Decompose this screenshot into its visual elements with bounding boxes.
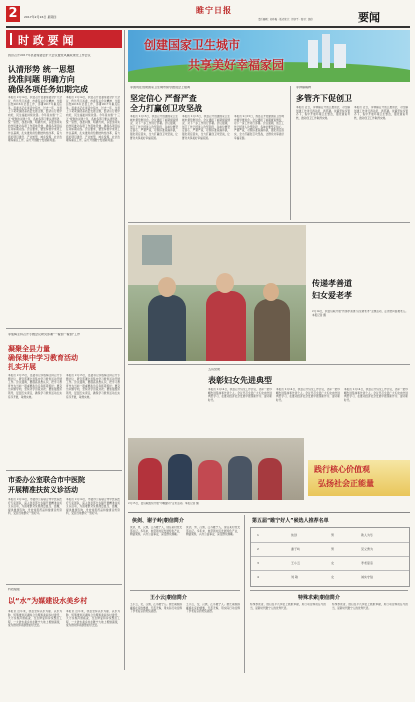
rt-story1-headline-2: 全力打赢创卫攻坚战 bbox=[130, 104, 202, 113]
paper-name: 睢宁日报 bbox=[196, 5, 232, 15]
bl-body-a: 侠剑，男，汉族，江苏睢宁人，现任某村党支部书记。多年来，他带领村民发展特色产业，修路架桥，兴办公益事业，深受群众拥戴。 bbox=[130, 526, 182, 537]
divider bbox=[250, 590, 408, 591]
table-cell: 男 bbox=[331, 533, 335, 537]
table-cell: 诚实守信 bbox=[361, 575, 374, 579]
rt-story1-body-col2: 本报讯 2月15日，我县召开创建国家卫生城市督导推进会。会议通报了前期督查情况，对下一步工作进行部署。会议强调，创卫工作已经进入攻坚阶段，各单位要坚定信心、严督严查，对照标准查漏补缺，强化责任落实，全力打赢创卫攻坚战，让群众共享美好幸福家园。 bbox=[182, 115, 230, 140]
story3-body: 本报讯 2月14日，市委办公室联合市中医院医疗专家团队，深入我县部分乡镇开展精准扶贫义诊活动，为困难群众免费测量血压、血糖，提供健康咨询，发放常用药品和健康宣传资料，受到当地群众一致好评。 bbox=[8, 498, 62, 516]
table-row bbox=[251, 570, 409, 584]
second-photo-caption: 2月15日，县妇联组织开展“巾帼建功”走访活动。本报记者 摄 bbox=[128, 502, 199, 505]
rt-story3-body-col3: 本报讯 2月14日，我县召开妇女工作会议，表彰一批巾帼先进集体和先进个人。会议号召全县广大妇女向先进典型学习，在推动经济社会发展中展现新作为、建功新时代。 bbox=[344, 388, 408, 402]
right-line: 责任编辑：刘冬梅 · 版式设计：钟剑平 · 校对：钱珍 bbox=[258, 18, 313, 21]
story4-body: 本报讯 近年来，我县坚持以水为媒、以水为脉，统筹推进河湖综合治理和美丽乡村建设，大力实施河道疏浚、生态修复和岸线整治工程，一大批水美乡村在睢宁大地上相继涌现，成为群众休闲游憩的好去处。 bbox=[8, 610, 62, 628]
table-row bbox=[251, 542, 409, 557]
story4-body-col2: 本报讯 近年来，我县坚持以水为媒、以水为脉，统筹推进河湖综合治理和美丽乡村建设，大力实施河道疏浚、生态修复和岸线整治工程，一大批水美乡村在睢宁大地上相继涌现，成为群众休闲游憩的好去处。 bbox=[66, 610, 120, 628]
banner-building bbox=[322, 34, 330, 68]
table-cell: 谢子岭 bbox=[291, 547, 301, 551]
rt-story2-headline: 多管齐下促创卫 bbox=[296, 94, 352, 103]
section-divider bbox=[128, 512, 410, 513]
page-header bbox=[6, 4, 410, 26]
story4-kicker: 科技赋能 bbox=[8, 588, 21, 591]
table-cell: 见义勇为 bbox=[361, 547, 374, 551]
person-figure bbox=[258, 458, 282, 500]
section-divider bbox=[128, 364, 410, 365]
section-divider bbox=[128, 222, 410, 223]
column-divider bbox=[290, 86, 291, 220]
person-figure bbox=[263, 283, 279, 301]
table-row bbox=[251, 556, 409, 571]
table-cell: 女 bbox=[331, 561, 335, 565]
divider bbox=[6, 584, 122, 585]
second-photo bbox=[128, 438, 304, 500]
health-city-banner bbox=[128, 30, 410, 82]
br-body-b-col2: 特殊求索者，他们在平凡岗位上默默奉献，用行动诠释责任与担当，是新时代睢宁人的优秀代表。 bbox=[332, 603, 408, 610]
column-divider bbox=[244, 515, 245, 673]
bl-body-b-col2: 王小云，女，汉族，江苏睢宁人。她长期照顾瘫痪在床的婆婆，无怨无悔，用实际行动诠释了孝老爱亲的传统美德。 bbox=[186, 603, 240, 614]
bl-body-a-col2: 侠剑，男，汉族，江苏睢宁人，现任某村党支部书记。多年来，他带领村民发展特色产业，修路架桥，兴办公益事业，深受群众拥戴。 bbox=[186, 526, 240, 537]
person-figure bbox=[254, 299, 290, 361]
photo-feature-caption: 2月14日，我县妇联开展“传递孝善道 妇女敬老孝”主题活动，走访慰问困难老人。本报记者 摄 bbox=[312, 310, 408, 317]
banner-line2: 共享美好幸福家园 bbox=[188, 58, 285, 72]
table-cell: 1 bbox=[257, 533, 259, 537]
story1-headline-2: 找准问题 明确方向 bbox=[8, 75, 75, 84]
candidate-table bbox=[250, 527, 410, 587]
rt-story3-headline: 表彰妇女先进典型 bbox=[208, 376, 272, 385]
table-cell: 2 bbox=[257, 547, 259, 551]
banner2-line2: 弘扬社会正能量 bbox=[318, 479, 374, 488]
person-figure bbox=[216, 273, 234, 293]
banner-bar bbox=[10, 33, 12, 45]
politics-banner bbox=[6, 30, 122, 48]
column-divider bbox=[124, 30, 125, 670]
divider bbox=[6, 328, 122, 329]
rt-story2-body-col2: 本报讯 近日，李钟镇召开创卫推进会，对全镇创建工作进行再动员、再部署。该镇坚持多管齐下，集中开展环境卫生整治，强化督查考核，推动创卫工作取得实效。 bbox=[354, 106, 408, 120]
section-right: 要闻 bbox=[358, 11, 380, 24]
rt-story3-body-col2: 本报讯 2月14日，我县召开妇女工作会议，表彰一批巾帼先进集体和先进个人。会议号召全县广大妇女向先进典型学习，在推动经济社会发展中展现新作为、建功新时代。 bbox=[276, 388, 340, 402]
rt-story1-headline-1: 坚定信心 严督严查 bbox=[130, 94, 197, 103]
rt-story1-body: 本报讯 2月15日，我县召开创建国家卫生城市督导推进会。会议通报了前期督查情况，对下一步工作进行部署。会议强调，创卫工作已经进入攻坚阶段，各单位要坚定信心、严督严查，对照标准查漏补缺，强化责任落实，全力打赢创卫攻坚战，让群众共享美好幸福家园。 bbox=[130, 115, 178, 140]
bl-body-b: 王小云，女，汉族，江苏睢宁人。她长期照顾瘫痪在床的婆婆，无怨无悔，用实际行动诠释了孝老爱亲的传统美德。 bbox=[130, 603, 182, 614]
person-figure bbox=[138, 458, 162, 500]
bl-headline-a: 侠剑、谢子岭|朝信简介 bbox=[132, 518, 184, 524]
story1-body: 本报讯 2月14日，我县召开县委常委会扩大会议，传达学习省委、市委有关会议精神，全面总结2016年全县工作，部署2017年重点任务。县委书记在讲话中指出，过去一年，全县上下紧紧围绕高质量发展主题，经济运行稳中向好，民生福祉持续改善。今年是实施“十三五”规划的关键之年，各地各部门要认清形势、统一思想，找准问题、明确方向，以更加务实的作风推动各项工作落地见效，确保各项目标任务如期完成。会议要求，要坚持稳中求进工作总基调，扎实推进供给侧结构性改革，着力抓好项目建设、产业转型、城乡统筹、社会治理等重点工作，奋力开创睢宁发展新局面。 bbox=[8, 96, 62, 143]
person-figure bbox=[228, 456, 252, 500]
values-banner bbox=[308, 460, 410, 496]
story2-headline-3: 扎实开展 bbox=[8, 363, 36, 371]
photo-feature-headline-2: 妇女爱老孝 bbox=[312, 291, 352, 300]
divider bbox=[6, 470, 122, 471]
header-rule bbox=[6, 26, 410, 28]
rt-story3-body: 本报讯 2月14日，我县召开妇女工作会议，表彰一批巾帼先进集体和先进个人。会议号召全县广大妇女向先进典型学习，在推动经济社会发展中展现新作为、建功新时代。 bbox=[208, 388, 272, 402]
page-number-box bbox=[6, 6, 20, 22]
rt-story1-kicker: 李国利在创建国家卫生城市督导推进会上强调 bbox=[130, 86, 191, 89]
br-headline-a: 第五届“睢宁好人”候选人推荐名单 bbox=[252, 518, 329, 524]
table-row bbox=[251, 528, 409, 543]
story3-body-col2: 本报讯 2月14日，市委办公室联合市中医院医疗专家团队，深入我县部分乡镇开展精准扶贫义诊活动，为困难群众免费测量血压、血糖，提供健康咨询，发放常用药品和健康宣传资料，受到当地群众一致好评。 bbox=[66, 498, 120, 516]
divider bbox=[130, 590, 240, 591]
rt-story1-body-col3: 本报讯 2月15日，我县召开创建国家卫生城市督导推进会。会议通报了前期督查情况，对下一步工作进行部署。会议强调，创卫工作已经进入攻坚阶段，各单位要坚定信心、严督严查，对照标准查漏补缺，强化责任落实，全力打赢创卫攻坚战，让群众共享美好幸福家园。 bbox=[234, 115, 284, 140]
person-figure bbox=[168, 454, 192, 500]
story2-headline-1: 凝聚全县力量 bbox=[8, 345, 50, 353]
rt-story2-body: 本报讯 近日，李钟镇召开创卫推进会，对全镇创建工作进行再动员、再部署。该镇坚持多管齐下，集中开展环境卫生整治，强化督查考核，推动创卫工作取得实效。 bbox=[296, 106, 350, 120]
photo-window bbox=[142, 235, 172, 265]
story3-headline-2: 开展精准扶贫义诊活动 bbox=[8, 486, 78, 494]
photo-feature-headline-1: 传递孝善道 bbox=[312, 279, 352, 288]
story4-headline: 以“水”为媒建设水美乡村 bbox=[8, 597, 88, 605]
politics-banner-title: 时 政 要 闻 bbox=[18, 34, 74, 47]
table-cell: 女 bbox=[331, 575, 335, 579]
person-figure bbox=[158, 277, 176, 297]
story1-kicker: 我县召开2017年县委常委会扩大会议暨党风廉政建设工作会议 bbox=[8, 54, 91, 57]
person-figure bbox=[148, 295, 186, 361]
feature-photo bbox=[128, 225, 306, 361]
story2-kicker: 李成梅主持召开专题会议研究部署“一看到一看到”工作 bbox=[8, 333, 81, 336]
table-cell: 助人为乐 bbox=[361, 533, 374, 537]
story1-headline-3: 确保各项任务如期完成 bbox=[8, 85, 88, 94]
banner-building bbox=[334, 44, 346, 68]
story3-headline-1: 市委办公室联合市中医院 bbox=[8, 476, 85, 484]
table-cell: 4 bbox=[257, 575, 259, 579]
person-figure bbox=[206, 291, 246, 361]
table-cell: 男 bbox=[331, 547, 335, 551]
page-number: 2 bbox=[8, 6, 18, 21]
table-cell: 孝老爱亲 bbox=[361, 561, 374, 565]
banner-line1: 创建国家卫生城市 bbox=[144, 38, 241, 52]
story1-body-col2: 本报讯 2月14日，我县召开县委常委会扩大会议，传达学习省委、市委有关会议精神，全面总结2016年全县工作，部署2017年重点任务。县委书记在讲话中指出，过去一年，全县上下紧紧围绕高质量发展主题，经济运行稳中向好，民生福祉持续改善。今年是实施“十三五”规划的关键之年，各地各部门要认清形势、统一思想，找准问题、明确方向，以更加务实的作风推动各项工作落地见效，确保各项目标任务如期完成。会议要求，要坚持稳中求进工作总基调，扎实推进供给侧结构性改革，着力抓好项目建设、产业转型、城乡统筹、社会治理等重点工作，奋力开创睢宁发展新局面。 bbox=[66, 96, 120, 143]
banner-building bbox=[308, 40, 318, 68]
table-cell: 3 bbox=[257, 561, 259, 565]
table-cell: 侠剑 bbox=[291, 533, 298, 537]
br-body-b: 特殊求索者，他们在平凡岗位上默默奉献，用行动诠释责任与担当，是新时代睢宁人的优秀代表。 bbox=[250, 603, 326, 610]
banner2-line1: 践行核心价值观 bbox=[314, 465, 370, 474]
story2-body-col2: 本报讯 2月15日，县委书记李成梅主持召开专题会议，研究部署全县集中学习教育活动开展工作。会议强调，要提高思想认识，把学习教育作为当前一项重要政治任务抓紧抓好；要突出问题导向，坚持边学边查边改；要加强组织领导，层层压实责任，确保学习教育活动扎实有序开展，取得实效。 bbox=[66, 374, 120, 399]
rt-story3-kicker: 五有党建 bbox=[208, 368, 221, 371]
left-column bbox=[6, 30, 122, 675]
table-cell: 刘 敏 bbox=[291, 575, 298, 579]
person-figure bbox=[198, 460, 222, 500]
bl-headline-b: 王小云|朝信简介 bbox=[150, 595, 187, 601]
story2-headline-2: 确保集中学习教育活动 bbox=[8, 354, 78, 362]
date-line: 2017年2月16日 星期四 bbox=[24, 15, 57, 19]
table-cell: 王小云 bbox=[291, 561, 301, 565]
story2-body: 本报讯 2月15日，县委书记李成梅主持召开专题会议，研究部署全县集中学习教育活动开展工作。会议强调，要提高思想认识，把学习教育作为当前一项重要政治任务抓紧抓好；要突出问题导向，坚持边学边查边改；要加强组织领导，层层压实责任，确保学习教育活动扎实有序开展，取得实效。 bbox=[8, 374, 62, 399]
story1-headline-1: 认清形势 统一思想 bbox=[8, 65, 75, 74]
rt-story2-kicker: 李钟镇揭牌 bbox=[296, 86, 312, 89]
br-headline-b: 特殊求索|朝信简介 bbox=[298, 595, 340, 601]
